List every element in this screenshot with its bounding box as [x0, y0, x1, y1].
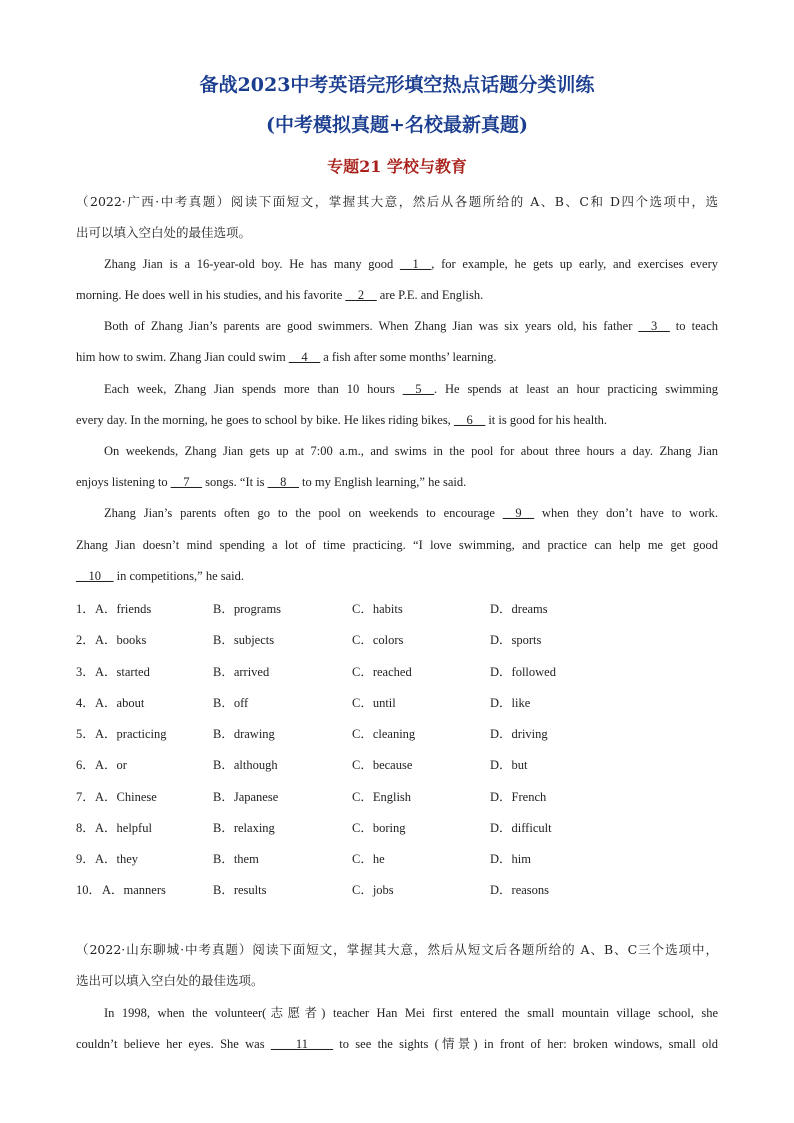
blank-9: __9__: [502, 506, 535, 520]
question-number: 2．: [76, 633, 95, 647]
blank-8: __8__: [267, 475, 299, 489]
option-b: B．Japanese: [213, 790, 279, 804]
option-c: C．cleaning: [352, 727, 416, 741]
blank-11: ____11____: [270, 1037, 333, 1051]
option-d: D．like: [490, 696, 531, 710]
option-c: C．boring: [352, 821, 406, 835]
option-d: D．him: [490, 852, 531, 866]
option-a: A．or: [95, 758, 127, 772]
option-b: B．off: [213, 696, 249, 710]
option-c: C．he: [352, 852, 385, 866]
question-number: 7．: [76, 790, 95, 804]
option-c: C．English: [352, 790, 412, 804]
passage-line: Zhang Jian is a 16-year-old boy. He has many good __1__, for example, he gets up early, and exercises every: [104, 257, 718, 271]
blank-6: __6__: [453, 413, 486, 427]
option-b: B．them: [213, 852, 259, 866]
option-c: C．until: [352, 696, 396, 710]
option-d: D．followed: [490, 665, 556, 679]
question-number: 6．: [76, 758, 95, 772]
passage-line: him how to swim. Zhang Jian could swim __4__ a fish after some months’ learning.: [76, 350, 497, 364]
blank-2: __2__: [345, 288, 377, 302]
page-title-subline: (中考模拟真题+名校最新真题): [266, 114, 528, 136]
passage-line: every day. In the morning, he goes to school by bike. He likes riding bikes, __6__ it is good for his health.: [76, 413, 608, 427]
option-c: C．habits: [352, 602, 403, 616]
option-b: B．arrived: [213, 665, 270, 679]
passage-line: Zhang Jian’s parents often go to the pool on weekends to encourage __9__ when they don’t have to work.: [104, 506, 718, 520]
passage-line: Each week, Zhang Jian spends more than 10 hours __5__. He spends at least an hour practicing swimming: [104, 382, 719, 396]
option-d: D．reasons: [490, 883, 550, 897]
topic-heading: 专题21 学校与教育: [327, 157, 467, 176]
option-a: A．about: [95, 696, 145, 710]
option-c: C．reached: [352, 665, 412, 679]
option-a: A．friends: [95, 602, 152, 616]
passage-line: couldn’t believe her eyes. She was ____11____ to see the sights (情景) in front of her: broken windows, small old: [76, 1037, 718, 1051]
option-b: B．subjects: [213, 633, 275, 647]
option-b: B．programs: [213, 602, 282, 616]
passage2-instruction-cont: 选出可以填入空白处的最佳选项。: [76, 973, 264, 988]
blank-4: __4__: [288, 350, 321, 364]
option-a: A．helpful: [95, 821, 152, 835]
passage-line: Both of Zhang Jian’s parents are good swimmers. When Zhang Jian was six years old, his father __3__ to teach: [104, 319, 718, 333]
passage-line: morning. He does well in his studies, and his favorite __2__ are P.E. and English.: [76, 288, 484, 302]
option-a: A．manners: [102, 883, 166, 897]
blank-1: __1__: [400, 257, 432, 271]
option-b: B．drawing: [213, 727, 275, 741]
option-d: D．dreams: [490, 602, 548, 616]
option-c: C．jobs: [352, 883, 394, 897]
option-b: B．although: [213, 758, 278, 772]
option-d: D．sports: [490, 633, 542, 647]
blank-5: __5__: [402, 382, 435, 396]
question-number: 10．: [76, 883, 102, 897]
option-b: B．results: [213, 883, 267, 897]
option-d: D．but: [490, 758, 528, 772]
option-a: A．started: [95, 665, 150, 679]
question-number: 3．: [76, 665, 95, 679]
passage1-instruction-cont: 出可以填入空白处的最佳选项。: [76, 225, 252, 240]
blank-10: __10__: [76, 569, 114, 583]
blank-3: __3__: [638, 319, 670, 333]
passage1-instruction: （2022·广西·中考真题）阅读下面短文，掌握其大意，然后从各题所给的 A、B、C和 D四个选项中，选: [76, 194, 718, 209]
passage-line: enjoys listening to __7__ songs. “It is __8__ to my English learning,” he said.: [76, 475, 467, 489]
question-number: 1．: [76, 602, 95, 616]
question-number: 4．: [76, 696, 95, 710]
passage2-instruction: （2022·山东聊城·中考真题）阅读下面短文，掌握其大意，然后从短文后各题所给的 A、B、C三个选项中，: [76, 942, 718, 957]
question-number: 5．: [76, 727, 95, 741]
passage-line: __10__ in competitions,” he said.: [76, 569, 245, 583]
option-a: A．books: [95, 633, 147, 647]
blank-7: __7__: [170, 475, 203, 489]
option-d: D．driving: [490, 727, 548, 741]
passage-line: Zhang Jian doesn’t mind spending a lot of time practicing. “I love swimming, and practice can help me get good: [76, 538, 718, 552]
question-number: 9．: [76, 852, 95, 866]
question-number: 8．: [76, 821, 95, 835]
option-c: C．colors: [352, 633, 404, 647]
passage-line: On weekends, Zhang Jian gets up at 7:00 a.m., and swims in the pool for about three hours a day. Zhang Jian: [104, 444, 718, 458]
option-a: A．they: [95, 852, 139, 866]
page-title: 备战2023中考英语完形填空热点话题分类训练: [199, 74, 595, 96]
option-c: C．because: [352, 758, 413, 772]
option-b: B．relaxing: [213, 821, 275, 835]
option-d: D．French: [490, 790, 547, 804]
option-a: A．practicing: [95, 727, 167, 741]
passage-line: In 1998, when the volunteer(志愿者) teacher Han Mei first entered the small mountain village school, she: [104, 1006, 718, 1020]
option-d: D．difficult: [490, 821, 552, 835]
option-a: A．Chinese: [95, 790, 157, 804]
